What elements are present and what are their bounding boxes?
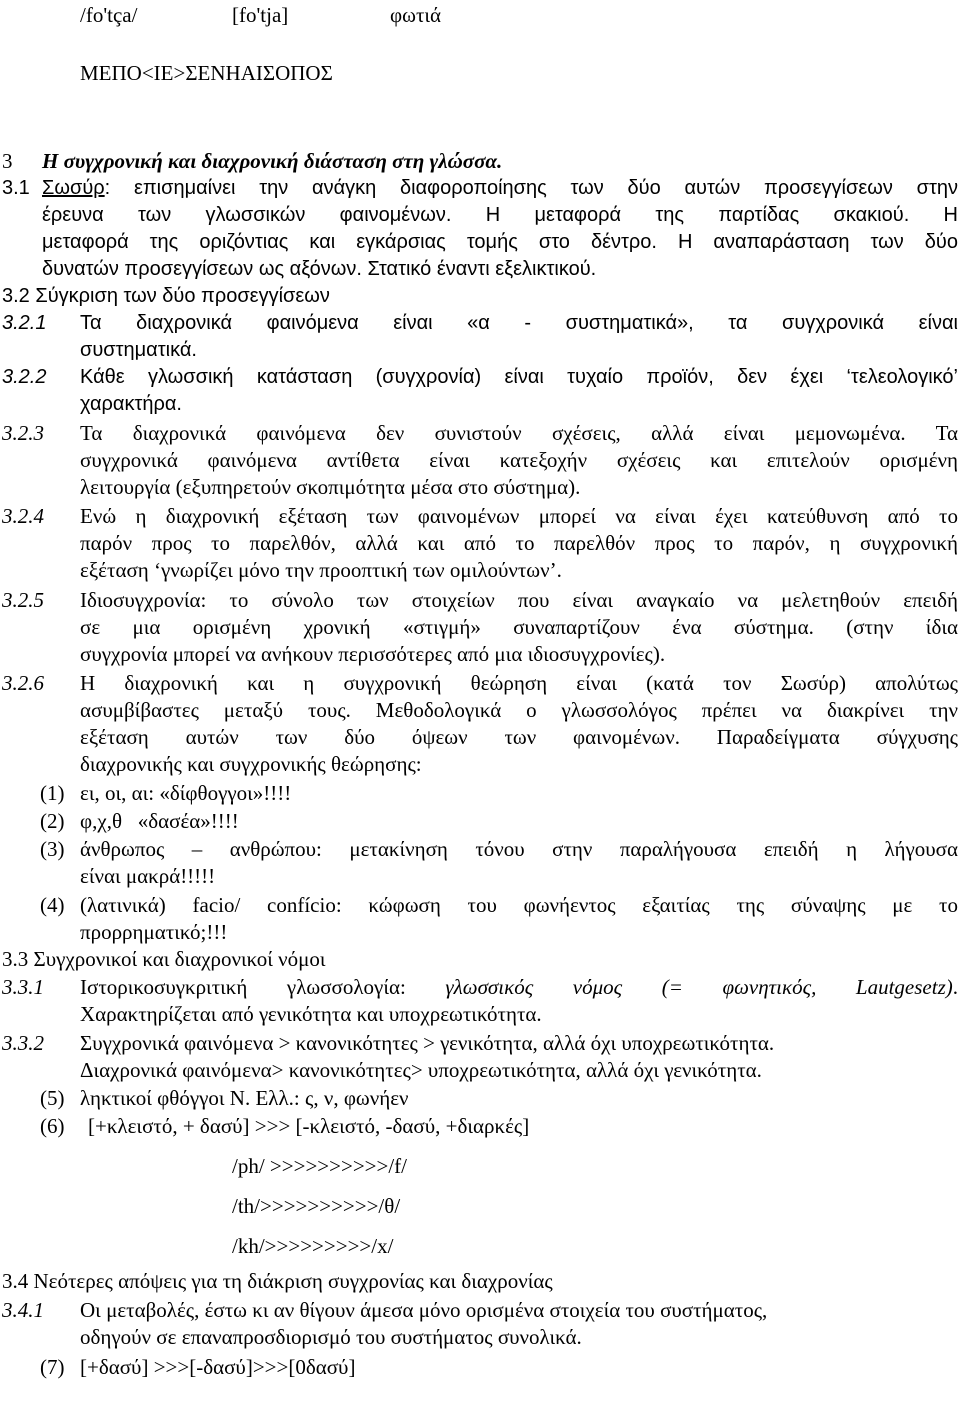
ipa-transcription-1: /fo'tça/	[80, 3, 138, 27]
rule-ph: /ph/ >>>>>>>>>>/f/	[232, 1154, 408, 1178]
rule-kh: /kh/>>>>>>>>>/x/	[232, 1234, 394, 1258]
section-3-4-heading: 3.4 Νεότερες απόψεις για τη διάκριση συγχρονίας και διαχρονίας	[2, 1269, 553, 1293]
rule-th: /th/>>>>>>>>>>/θ/	[232, 1194, 401, 1218]
greek-gloss: φωτιά	[390, 3, 442, 27]
section-3-title: Η συγχρονική και διαχρονική διάσταση στη γλώσσα.	[42, 149, 503, 173]
ipa-transcription-2: [fo'tja]	[232, 3, 289, 27]
linguistic-law-term: γλωσσικός νόμος (= φωνητικός, Lautgesetz)	[445, 975, 953, 999]
section-3-2-heading: 3.2 Σύγκριση των δύο προσεγγίσεων	[2, 285, 330, 307]
saussure-name: Σωσύρ	[42, 177, 105, 199]
garbled-title: ΜΕΠΟ<ΙΕ>ΣΕΝΗΑΙΣΟΠΟΣ	[80, 61, 333, 85]
section-3-3-heading: 3.3 Συγχρονικοί και διαχρονικοί νόμοι	[2, 947, 326, 971]
